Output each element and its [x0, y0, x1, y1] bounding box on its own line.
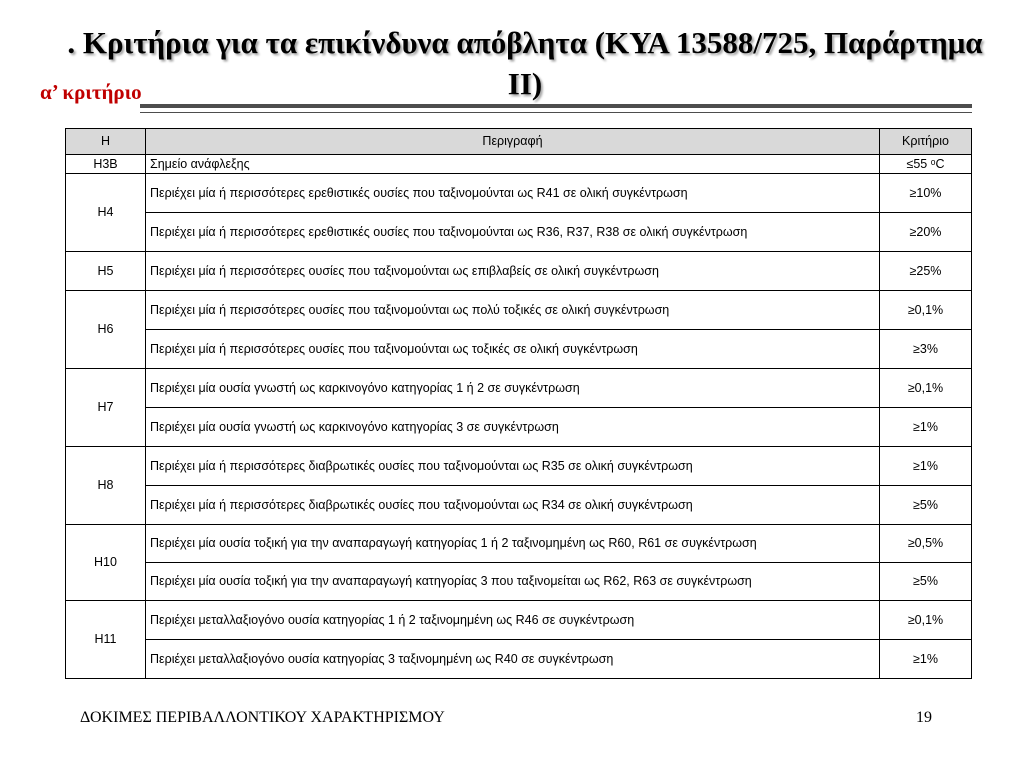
row-criterion: ≤55 ᵒC — [880, 155, 972, 174]
criteria-table — [65, 128, 972, 679]
header-description: Περιγραφή — [146, 129, 880, 155]
slide-subtitle: α’ κριτήριο — [40, 80, 142, 104]
table-row — [66, 174, 972, 213]
table-row — [66, 291, 972, 330]
table-row — [66, 330, 972, 369]
hazard-code: Η8 — [66, 447, 146, 525]
table-row — [66, 525, 972, 563]
title-divider-thick — [140, 104, 972, 108]
row-description: Περιέχει μία ουσία γνωστή ως καρκινογόνο κατηγορίας 1 ή 2 σε συγκέντρωση — [146, 369, 880, 408]
slide-title: . Κριτήρια για τα επικίνδυνα απόβλητα (ΚΥΑ 13588/725, Παράρτημα ΙΙ) — [67, 25, 983, 101]
table-row — [66, 447, 972, 486]
row-description: Περιέχει μεταλλαξιογόνο ουσία κατηγορίας 1 ή 2 ταξινομημένη ως R46 σε συγκέντρωση — [146, 601, 880, 640]
hazard-code: Η4 — [66, 174, 146, 252]
row-criterion: ≥1% — [880, 447, 972, 486]
table-row — [66, 155, 972, 174]
slide-footer: ΔΟΚΙΜΕΣ ΠΕΡΙΒΑΛΛΟΝΤΙΚΟΥ ΧΑΡΑΚΤΗΡΙΣΜΟΥ — [80, 709, 445, 726]
row-description: Περιέχει μία ή περισσότερες ουσίες που ταξινομούνται ως επιβλαβείς σε ολική συγκέντρωση — [146, 252, 880, 291]
header-criterion: Κριτήριο — [880, 129, 972, 155]
hazard-code: Η6 — [66, 291, 146, 369]
row-criterion: ≥3% — [880, 330, 972, 369]
row-criterion: ≥5% — [880, 563, 972, 601]
row-description: Περιέχει μία ή περισσότερες ουσίες που ταξινομούνται ως πολύ τοξικές σε ολική συγκέντρωση — [146, 291, 880, 330]
row-description: Περιέχει μία ή περισσότερες διαβρωτικές ουσίες που ταξινομούνται ως R35 σε ολική συγκέντρωση — [146, 447, 880, 486]
row-description: Σημείο ανάφλεξης — [146, 155, 880, 174]
row-description: Περιέχει μία ουσία τοξική για την αναπαραγωγή κατηγορίας 1 ή 2 ταξινομημένη ως R60, R61 σε συγκέντρωση — [146, 525, 880, 563]
row-criterion: ≥0,1% — [880, 369, 972, 408]
hazard-code: Η3Β — [66, 155, 146, 174]
row-description: Περιέχει μεταλλαξιογόνο ουσία κατηγορίας 3 ταξινομημένη ως R40 σε συγκέντρωση — [146, 640, 880, 679]
row-description: Περιέχει μία ή περισσότερες ερεθιστικές ουσίες που ταξινομούνται ως R36, R37, R38 σε ολική συγκέντρωση — [146, 213, 880, 252]
row-criterion: ≥1% — [880, 640, 972, 679]
hazard-code: Η10 — [66, 525, 146, 601]
hazard-code: Η5 — [66, 252, 146, 291]
row-criterion: ≥20% — [880, 213, 972, 252]
row-description: Περιέχει μία ουσία τοξική για την αναπαραγωγή κατηγορίας 3 που ταξινομείται ως R62, R63 σε συγκέντρωση — [146, 563, 880, 601]
table-row — [66, 252, 972, 291]
row-criterion: ≥10% — [880, 174, 972, 213]
hazard-code: Η7 — [66, 369, 146, 447]
row-criterion: ≥25% — [880, 252, 972, 291]
title-divider-thin — [140, 112, 972, 113]
table-row — [66, 563, 972, 601]
table-row — [66, 486, 972, 525]
row-description: Περιέχει μία ουσία γνωστή ως καρκινογόνο κατηγορίας 3 σε συγκέντρωση — [146, 408, 880, 447]
hazard-code: Η11 — [66, 601, 146, 679]
table-row — [66, 213, 972, 252]
row-description: Περιέχει μία ή περισσότερες διαβρωτικές ουσίες που ταξινομούνται ως R34 σε ολική συγκέντρωση — [146, 486, 880, 525]
row-criterion: ≥0,1% — [880, 601, 972, 640]
table-row — [66, 369, 972, 408]
row-criterion: ≥1% — [880, 408, 972, 447]
table-row — [66, 640, 972, 679]
page-number: 19 — [916, 709, 932, 726]
row-description: Περιέχει μία ή περισσότερες ερεθιστικές ουσίες που ταξινομούνται ως R41 σε ολική συγκέντρωση — [146, 174, 880, 213]
row-criterion: ≥0,1% — [880, 291, 972, 330]
row-description: Περιέχει μία ή περισσότερες ουσίες που ταξινομούνται ως τοξικές σε ολική συγκέντρωση — [146, 330, 880, 369]
header-code: Η — [66, 129, 146, 155]
table-row — [66, 601, 972, 640]
table-row — [66, 408, 972, 447]
row-criterion: ≥0,5% — [880, 525, 972, 563]
row-criterion: ≥5% — [880, 486, 972, 525]
